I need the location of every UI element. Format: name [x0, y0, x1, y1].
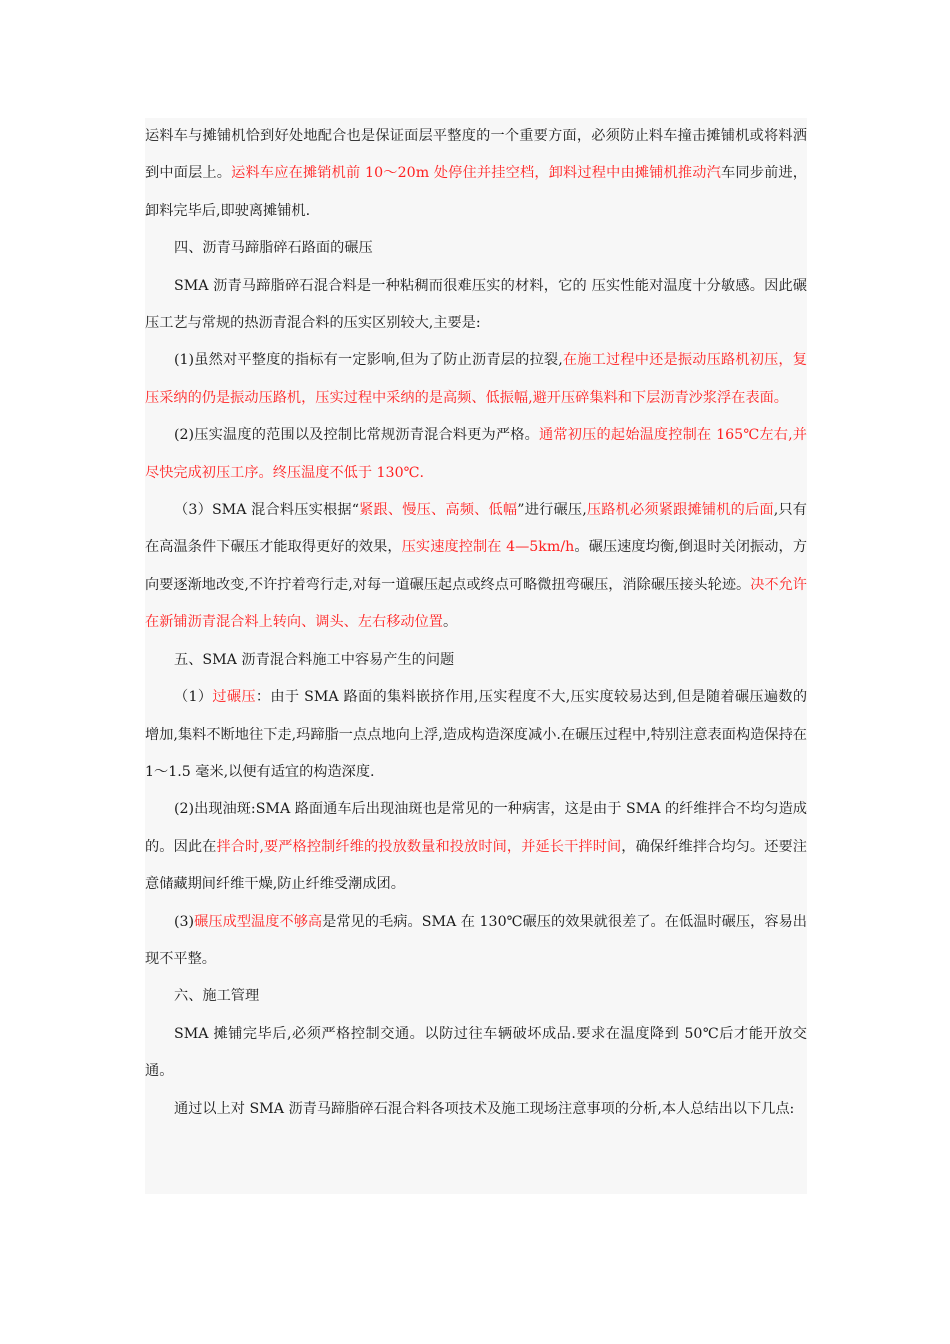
- text-run: ：由于 SMA 路面的集料嵌挤作用,压实程度不大,压实度较易达到,但是随着碾压遍数的增加,集料不断地往下走,玛蹄脂一点点地向上浮,造成构造深度减小.在碾压过程中,特别注意表面构造保持在 1～1.5 毫米,以便有适宜的构造深度.: [145, 689, 808, 780]
- heading-text: 五、SMA 沥青混合料施工中容易产生的问题: [174, 651, 455, 668]
- paragraph-compaction-2: [145, 417, 807, 492]
- highlight-run: 碾压成型温度不够高: [194, 913, 323, 930]
- heading-text: 四、沥青马蹄脂碎石路面的碾压: [174, 240, 373, 257]
- text-run: (2)出现油斑:SMA 路面通车后出现油斑也是常见的一种病害，这是由于 SMA 的纤维拌合不均匀造成的。因此在: [145, 801, 807, 855]
- highlight-run: 决不允许在新铺沥青混合料上转向、调头、左右移动位置: [145, 576, 807, 631]
- document-body: [145, 118, 807, 1194]
- section-heading-problems: [145, 642, 807, 679]
- text-run: 车同步前进，卸料完毕后,即驶离摊铺机.: [145, 165, 807, 219]
- text-run: (3): [174, 913, 195, 930]
- text-run: (2)压实温度的范围以及控制比常规沥青混合料更为严格。: [174, 427, 540, 444]
- highlight-run: 拌合时,要严格控制纤维的投放数量和投放时间，并延长干拌时间: [216, 838, 622, 855]
- paragraph-compaction-intro: [145, 268, 807, 343]
- section-heading-compaction: [145, 230, 807, 267]
- paragraph-problem-1: [145, 679, 807, 791]
- heading-text: 六、施工管理: [174, 988, 260, 1005]
- paragraph-hauling: [145, 118, 807, 230]
- text-run: 通过以上对 SMA 沥青马蹄脂碎石混合料各项技术及施工现场注意事项的分析,本人总结出以下几点:: [174, 1100, 795, 1117]
- text-run: ,只有在高温条件下碾压才能取得更好的效果，: [145, 502, 807, 556]
- text-run: ”进行碾压,: [517, 502, 587, 519]
- text-run: 运料车与摊铺机恰到好处地配合也是保证面层平整度的一个重要方面，必须防止料车撞击摊铺机或将料洒到中面层上。: [145, 128, 807, 182]
- text-run: 。: [442, 614, 458, 631]
- highlight-run: 在施工过程中还是振动压路机初压，复压采纳的仍是振动压路机，压实过程中采纳的是高频、低振幅,避开压碎集料和下层沥青沙浆浮在表面。: [145, 352, 807, 406]
- paragraph-summary-intro: [145, 1091, 807, 1128]
- section-heading-management: [145, 978, 807, 1015]
- paragraph-problem-3: [145, 904, 807, 979]
- text-run: （1）: [174, 689, 213, 706]
- paragraph-compaction-1: [145, 342, 807, 417]
- paragraph-problem-2: [145, 791, 807, 903]
- text-run: 是常见的毛病。SMA 在 130℃碾压的效果就很差了。在低温时碾压，容易出现不平整。: [145, 913, 807, 967]
- text-run: (1)虽然对平整度的指标有一定影响,但为了防止沥青层的拉裂,: [174, 352, 563, 369]
- highlight-run: 运料车应在摊销机前 10～20m 处停住并挂空档，卸料过程中由摊铺机推动汽: [231, 165, 721, 182]
- highlight-run: 压路机必须紧跟摊铺机的后面: [586, 502, 774, 519]
- text-run: SMA 摊铺完毕后,必须严格控制交通。以防过往车辆破坏成品.要求在温度降到 50℃后才能开放交通。: [145, 1025, 807, 1080]
- highlight-run: 紧跟、慢压、高频、低幅: [359, 502, 518, 519]
- text-run: ，确保纤维拌合均匀。还要注意储藏期间纤维干燥,防止纤维受潮成团。: [145, 838, 807, 893]
- text-run: （3）SMA 混合料压实根据“: [174, 502, 359, 519]
- highlight-run: 压实速度控制在 4—5km/h: [401, 539, 575, 556]
- highlight-run: 过碾压: [212, 689, 256, 706]
- text-run: 。碾压速度均衡,倒退时关闭振动，方向要逐渐地改变,不许拧着弯行走,对每一道碾压起点或终点可略微扭弯碾压，消除碾压接头轮迹。: [145, 539, 808, 593]
- text-run: SMA 沥青马蹄脂碎石混合料是一种粘稠而很难压实的材料，它的 压实性能对温度十分敏感。因此碾压工艺与常规的热沥青混合料的压实区别较大,主要是:: [145, 277, 807, 332]
- paragraph-traffic-control: [145, 1016, 807, 1091]
- highlight-run: 通常初压的起始温度控制在 165℃左右,并尽快完成初压工序。终压温度不低于 130℃.: [145, 427, 807, 481]
- paragraph-compaction-3: [145, 492, 807, 642]
